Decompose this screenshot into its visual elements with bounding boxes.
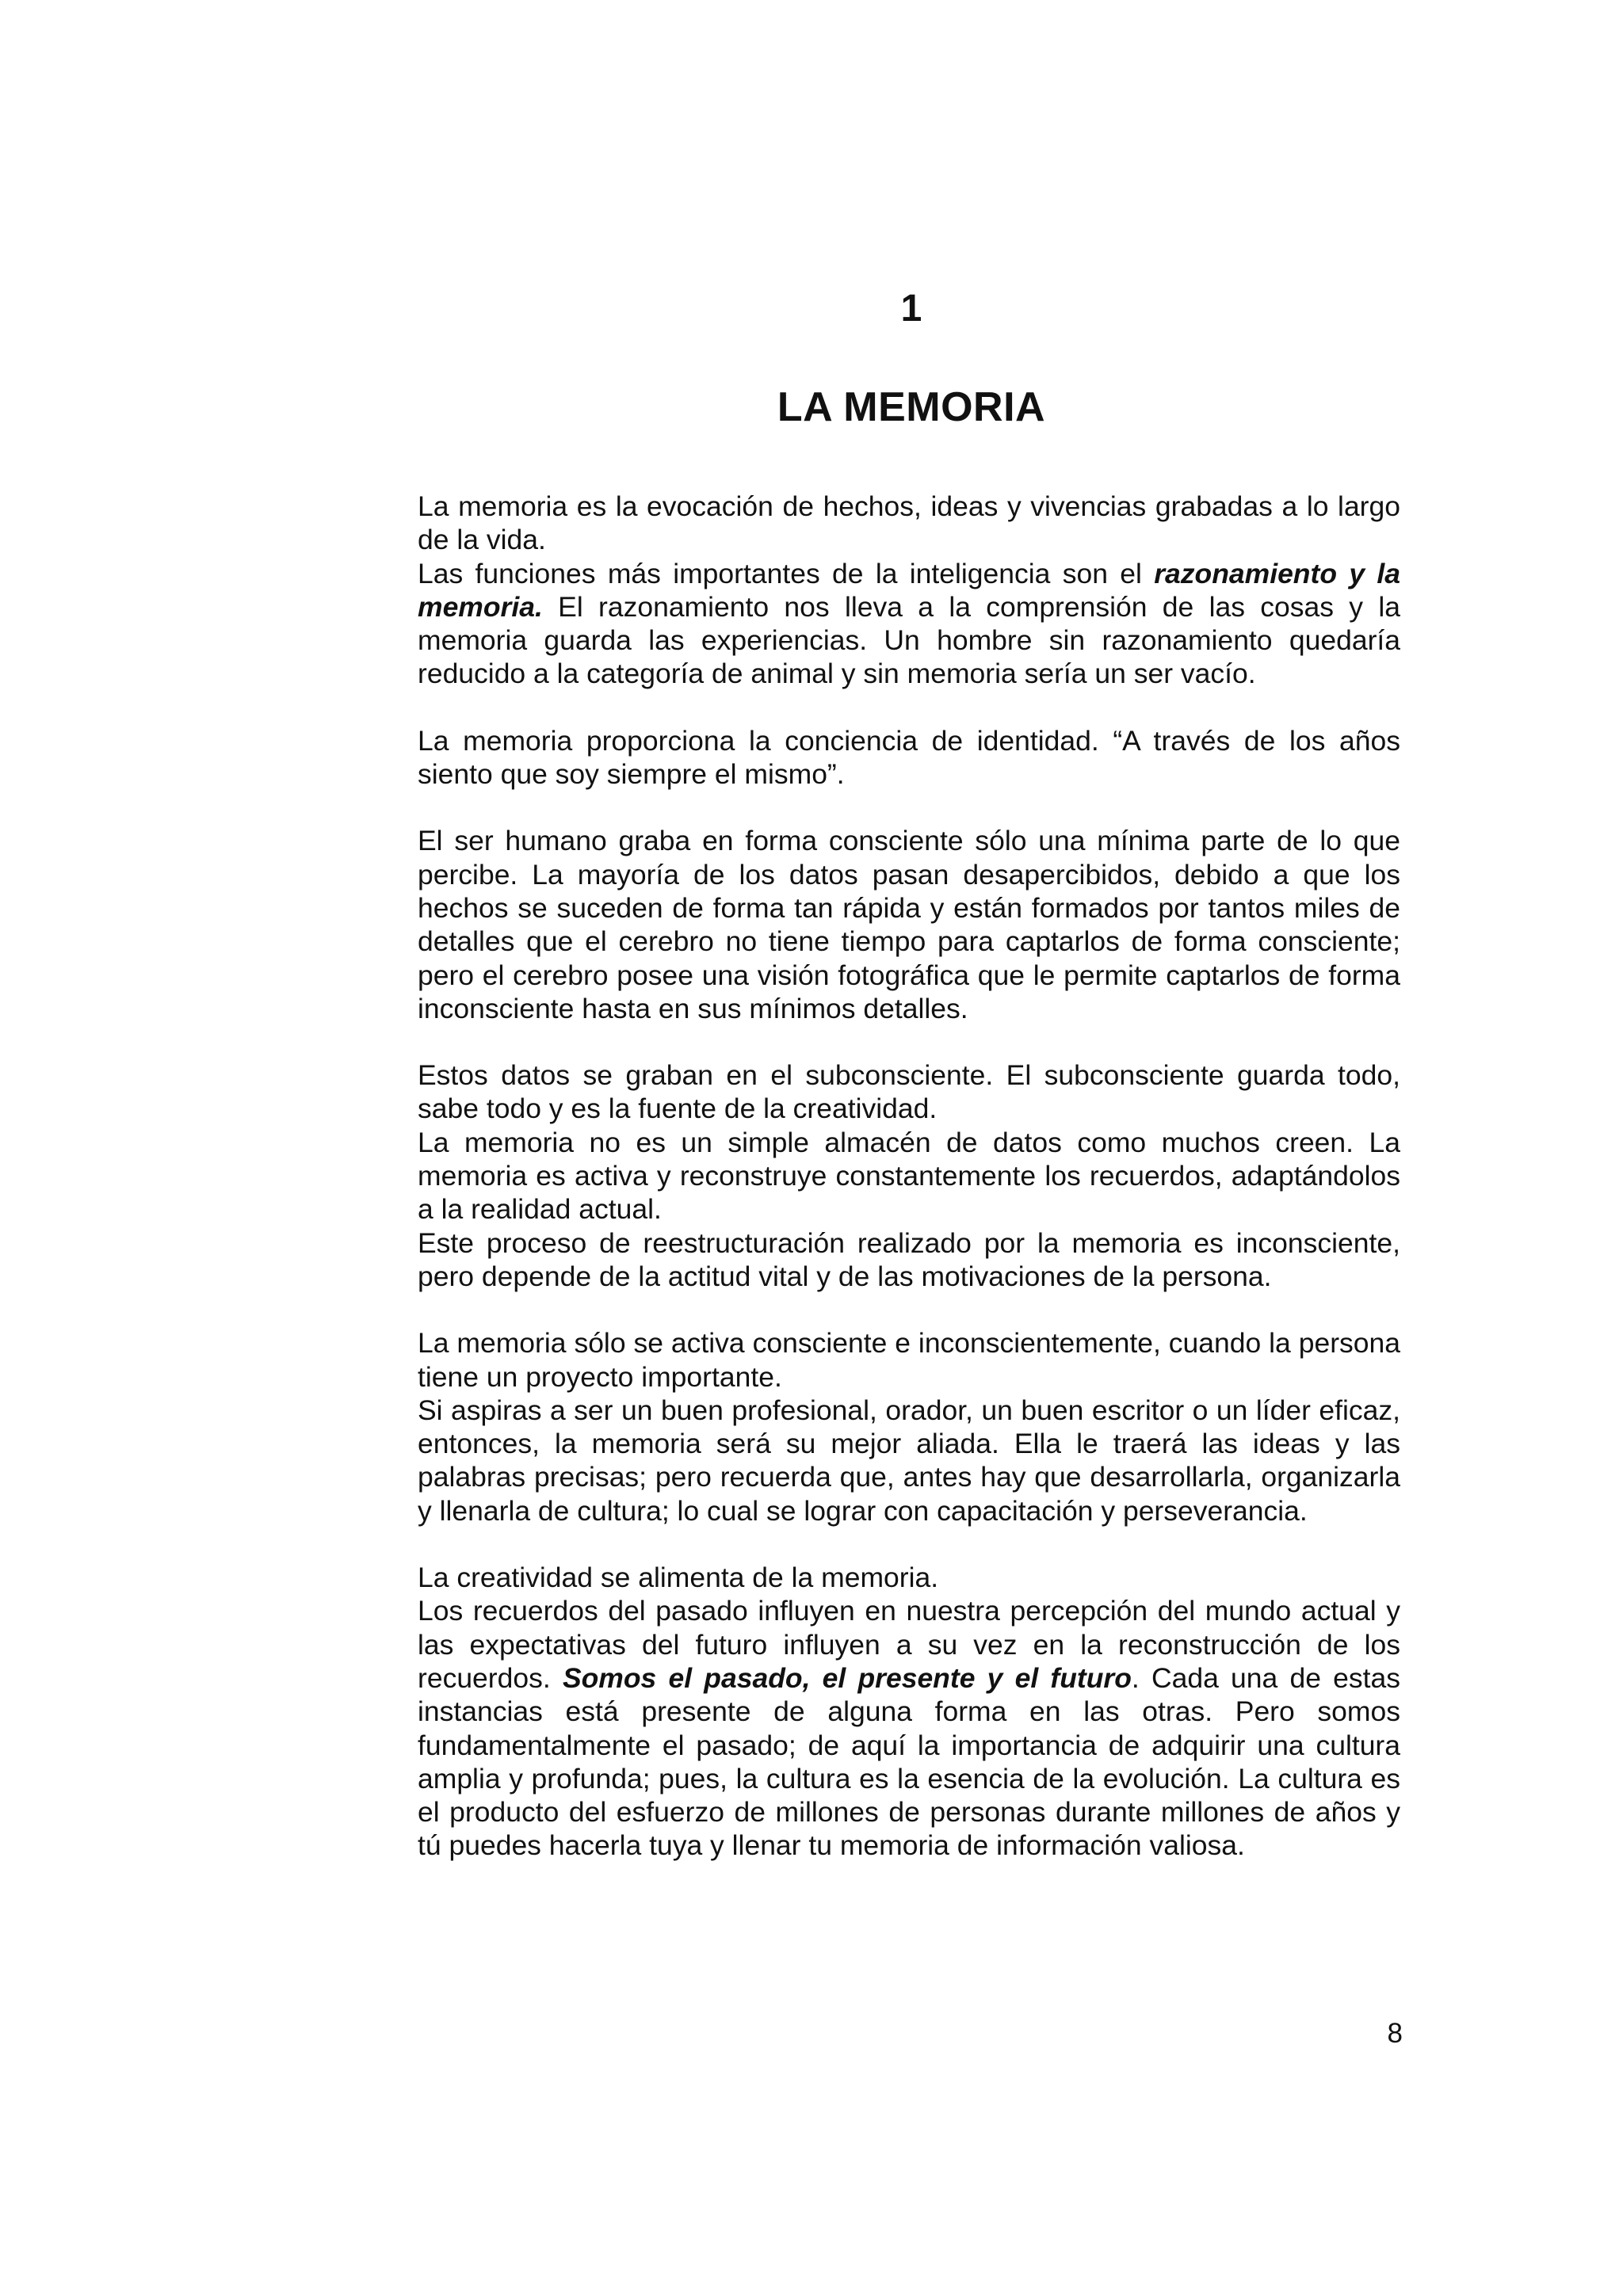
paragraph: Si aspiras a ser un buen profesional, orador, un buen escritor o un líder eficaz, entonces, la memoria será su mejor aliada. Ella le traerá las ideas y las palabras precisas; pero recuerda que, antes hay que desarrollarla, organizarla y llenarla de cultura; lo cual se lograr con capacitación y perseverancia. <box>418 1394 1400 1527</box>
paragraph: Este proceso de reestructuración realizado por la memoria es inconsciente, pero depende de la actitud vital y de las motivaciones de la persona. <box>418 1226 1400 1292</box>
paragraph: El ser humano graba en forma consciente sólo una mínima parte de lo que percibe. La mayoría de los datos pasan desapercibidos, debido a que los hechos se suceden de forma tan rápida y están formados por tantos miles de detalles que el cerebro no tiene tiempo para captarlos de forma consciente; pero el cerebro posee una visión fotográfica que le permite captarlos de forma inconsciente hasta en sus mínimos detalles. <box>418 825 1400 1024</box>
paragraph <box>418 1594 1400 1862</box>
paragraph-text: . Cada una de estas instancias está presente de alguna forma en las otras. Pero somos fundamentalmente el pasado; de aquí la importancia de adquirir una cultura amplia y profunda; pues, la cultura es la esencia de la evolución. La cultura es el producto del esfuerzo de millones de personas durante millones de años y tú puedes hacerla tuya y llenar tu memoria de información valiosa. <box>418 1661 1401 1862</box>
page-number: 8 <box>1387 2018 1403 2049</box>
emphasis-text: Somos el pasado, el presente y el futuro <box>562 1661 1132 1694</box>
chapter-title: LA MEMORIA <box>777 384 1046 430</box>
chapter-body <box>418 490 1400 1863</box>
paragraph-text: Las funciones más importantes de la inteligencia son el <box>418 557 1155 589</box>
paragraph: Estos datos se graban en el subconsciente. El subconsciente guarda todo, sabe todo y es la fuente de la creatividad. <box>418 1059 1400 1125</box>
emphasis-text: razonamiento y la memoria. <box>418 557 1400 623</box>
paragraph: La memoria es la evocación de hechos, ideas y vivencias grabadas a lo largo de la vida. <box>418 490 1400 556</box>
chapter-number: 1 <box>900 288 922 330</box>
paragraph: La creatividad se alimenta de la memoria. <box>418 1562 939 1594</box>
paragraph-text: Los recuerdos del pasado influyen en nuestra percepción del mundo actual y las expectativas del futuro influyen a su vez en la reconstrucción de los recuerdos. <box>418 1595 1400 1694</box>
paragraph-text: El razonamiento nos lleva a la comprensión de las cosas y la memoria guarda las experiencias. Un hombre sin razonamiento quedaría reducido a la categoría de animal y sin memoria sería un ser vacío. <box>418 590 1400 690</box>
paragraph: La memoria no es un simple almacén de datos como muchos creen. La memoria es activa y reconstruye constantemente los recuerdos, adaptándolos a la realidad actual. <box>418 1126 1400 1226</box>
paragraph: La memoria proporciona la conciencia de identidad. “A través de los años siento que soy siempre el mismo”. <box>418 724 1400 791</box>
paragraph: La memoria sólo se activa consciente e inconscientemente, cuando la persona tiene un proyecto importante. <box>418 1327 1400 1393</box>
paragraph <box>418 557 1400 691</box>
